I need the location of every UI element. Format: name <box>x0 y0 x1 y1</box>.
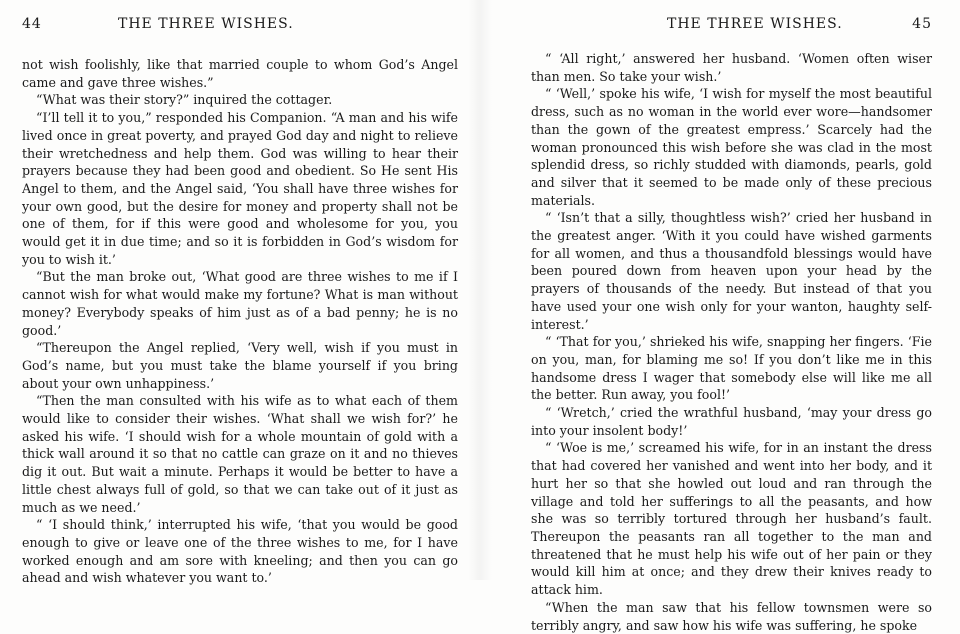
paragraph: “Then the man consulted with his wife as to what each of them would like to consider their wishes. ‘What shall we wish for?’ he asked his wife. ‘I should wish for a whole mountain of gold with a thick wall around it so that no cattle can graze on it and no thieves dig it out. But wait a minute. Perhaps it would be better to have a little chest always full of gold, so that we can take out of it just as much as we need.’ <box>22 393 458 515</box>
left-page-text <box>22 56 458 587</box>
running-title: THE THREE WISHES. <box>667 16 843 32</box>
right-page <box>480 0 960 633</box>
left-page <box>0 0 480 586</box>
paragraph: “ ‘All right,’ answered her husband. ‘Women often wiser than men. So take your wish.’ <box>531 51 932 84</box>
paragraph: “Thereupon the Angel replied, ‘Very well, wish if you must in God’s name, but you must take the blame yourself if you bring about your own unhappiness.’ <box>22 340 458 391</box>
right-page-text <box>531 50 932 634</box>
paragraph: “But the man broke out, ‘What good are three wishes to me if I cannot wish for what would make my fortune? What is man without money? Everybody speaks of him just as of a bad penny; he is no good.’ <box>22 269 458 338</box>
paragraph: “ ‘That for you,’ shrieked his wife, snapping her fingers. ‘Fie on you, man, for blaming me so! If you don’t like me in this handsome dress I wager that somebody else will like me all the better. Run away, you fool!’ <box>531 334 932 403</box>
paragraph: “ ‘Wretch,’ cried the wrathful husband, ‘may your dress go into your insolent body!’ <box>531 405 932 438</box>
paragraph: “I’ll tell it to you,” responded his Companion. “A man and his wife lived once in great poverty, and prayed God day and night to relieve their wretchedness and help them. God was willing to hear their prayers because they had been good and obedient. So He sent His Angel to them, and the Angel said, ‘You shall have three wishes for your own good, but the desire for money and property shall not be one of them, for if this were good and wholesome for you, you would get it in due time; and so it is forbidden in God’s wisdom for you to wish it.’ <box>22 110 458 267</box>
paragraph: “ ‘Well,’ spoke his wife, ‘I wish for myself the most beautiful dress, such as no woman in the world ever wore—handsomer than the gown of the greatest empress.’ Scarcely had the woman pronounced this wish before she was clad in the most splendid dress, so richly studded with diamonds, pearls, gold and silver that it seemed to be made only of these precious materials. <box>531 86 932 208</box>
paragraph: “ ‘I should think,’ interrupted his wife, ‘that you would be good enough to give or leave one of the three wishes to me, for I have worked enough and am sore with kneeling; and then you can go ahead and wish whatever you want to.’ <box>22 517 458 586</box>
paragraph: not wish foolishly, like that married couple to whom God’s Angel came and gave three wishes.” <box>22 57 458 90</box>
page-number: 45 <box>912 16 932 32</box>
paragraph: “ ‘Woe is me,’ screamed his wife, for in an instant the dress that had covered her vanished and went into her body, and it hurt her so that she howled out loud and ran through the village and told her sufferings to all the peasants, and how she was so terribly tortured through her husband’s fault. Thereupon the peasants ran all together to the man and threatened that he must help his wife out of her pain or they would kill him at once; and they drew their knives ready to attack him. <box>531 440 932 598</box>
paragraph: “When the man saw that his fellow townsmen were so terribly angry, and saw how his wife was suffering, he spoke <box>531 599 932 633</box>
paragraph: “ ‘Isn’t that a silly, thoughtless wish?’ cried her husband in the greatest anger. ‘With it you could have wished garments for all women, and thus a thousandfold blessings would have been poured down from heaven upon your head by the prayers of thousands of the needy. But instead of that you have used your one wish only for your wanton, haughty self-interest.’ <box>531 210 932 332</box>
left-page-header <box>22 10 458 36</box>
running-title: THE THREE WISHES. <box>118 16 294 32</box>
paragraph: “What was their story?” inquired the cottager. <box>36 92 333 108</box>
right-page-header <box>531 10 932 36</box>
page-number: 44 <box>22 16 42 32</box>
